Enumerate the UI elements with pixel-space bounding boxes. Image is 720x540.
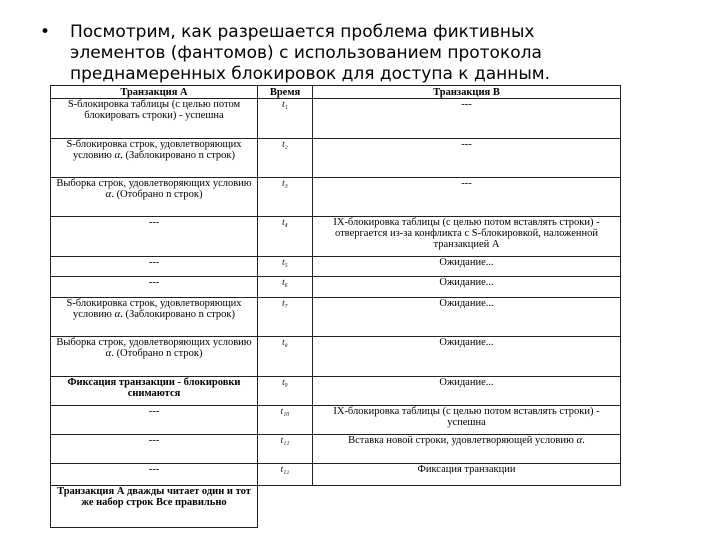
header-transaction-a: Транзакция А (51, 86, 258, 99)
cell-a: --- (51, 256, 258, 277)
footer-cell: Транзакция А дважды читает один и тот же набор строк Все правильно (51, 486, 258, 528)
header-time: Время (258, 86, 313, 99)
table-row (51, 405, 621, 434)
cell-time: t₁₁ (258, 434, 313, 463)
cell-b: Ожидание... (313, 277, 621, 298)
alpha-symbol: α (114, 308, 121, 321)
alpha-symbol: α (105, 347, 112, 360)
footer-row (51, 486, 621, 528)
cell-a: S-блокировка таблицы (с целью потом блокировать строки) - успешна (51, 99, 258, 138)
cell-time: t₈ (258, 337, 313, 376)
cell-b: Ожидание... (313, 256, 621, 277)
cell-a: --- (51, 434, 258, 463)
cell-b: --- (313, 99, 621, 138)
header-row (51, 86, 621, 99)
table-row (51, 277, 621, 298)
cell-b: Вставка новой строки, удовлетворяющей условию α. (313, 434, 621, 463)
table-row (51, 178, 621, 217)
cell-time: t₁ (258, 99, 313, 138)
cell-time: t₇ (258, 298, 313, 337)
footer-empty (258, 486, 313, 528)
cell-b: Ожидание... (313, 337, 621, 376)
cell-b: IX-блокировка таблицы (с целью потом вставлять строки) - успешна (313, 405, 621, 434)
alpha-symbol: α (105, 188, 112, 201)
cell-a: S-блокировка строк, удовлетворяющих условию α. (Заблокировано n строк) (51, 138, 258, 177)
header-transaction-b: Транзакция В (313, 86, 621, 99)
cell-a: Выборка строк, удовлетворяющих условию α. (Отобрано n строк) (51, 178, 258, 217)
cell-time: t₅ (258, 256, 313, 277)
cell-a: --- (51, 277, 258, 298)
cell-a: Выборка строк, удовлетворяющих условию α. (Отобрано n строк) (51, 337, 258, 376)
table-row (51, 337, 621, 376)
alpha-symbol: α (114, 148, 121, 161)
cell-b: --- (313, 138, 621, 177)
cell-a: --- (51, 217, 258, 256)
cell-b: Ожидание... (313, 376, 621, 405)
bullet-dot: • (40, 22, 51, 42)
cell-time: t₃ (258, 178, 313, 217)
cell-a: S-блокировка строк, удовлетворяющих условию α. (Заблокировано n строк) (51, 298, 258, 337)
cell-a: --- (51, 405, 258, 434)
alpha-symbol: α (576, 433, 583, 446)
bullet-text: Посмотрим, как разрешается проблема фиктивных элементов (фантомов) с использованием протокола преднамеренных блокировок для доступа к данным. (70, 22, 551, 84)
table-row (51, 434, 621, 463)
cell-b: --- (313, 178, 621, 217)
cell-b: Ожидание... (313, 298, 621, 337)
table-row (51, 256, 621, 277)
cell-time: t₆ (258, 277, 313, 298)
table-row (51, 138, 621, 177)
cell-b: Фиксация транзакции (313, 463, 621, 486)
table-row (51, 99, 621, 138)
cell-time: t₁₂ (258, 463, 313, 486)
cell-a: Фиксация транзакции - блокировки снимаются (51, 376, 258, 405)
cell-time: t₁₀ (258, 405, 313, 434)
cell-time: t₄ (258, 217, 313, 256)
table-row (51, 217, 621, 256)
cell-time: t₉ (258, 376, 313, 405)
cell-time: t₂ (258, 138, 313, 177)
footer-empty (313, 486, 621, 528)
cell-a: --- (51, 463, 258, 486)
locking-table (50, 85, 621, 528)
table-row (51, 376, 621, 405)
table-row (51, 463, 621, 486)
cell-b: IX-блокировка таблицы (с целью потом вставлять строки) - отвергается из-за конфликта с S-блокировкой, наложенной транзакцией А (313, 217, 621, 256)
table-row (51, 298, 621, 337)
